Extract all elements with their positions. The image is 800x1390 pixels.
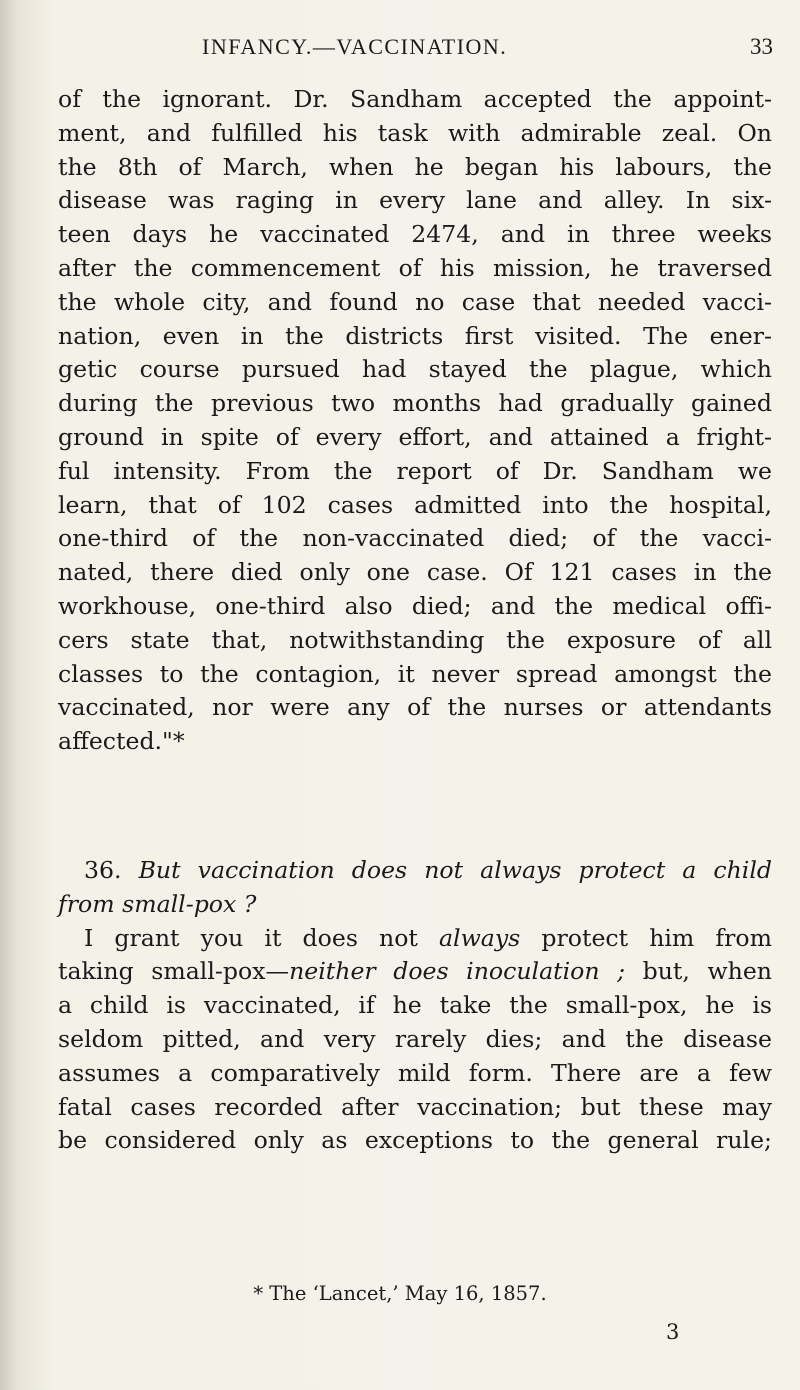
page-number: 33 (750, 34, 773, 59)
text-line: the 8th of March, when he began his labours, the (58, 152, 772, 181)
question-number: 36. (84, 856, 122, 884)
signature-mark: 3 (666, 1320, 680, 1344)
text-line: cers state that, notwithstanding the exposure of all (58, 625, 772, 654)
question-line (58, 854, 772, 888)
text-line: the whole city, and found no case that needed vacci- (58, 287, 772, 316)
text-line: of the ignorant. Dr. Sandham accepted the appoint- (58, 85, 772, 113)
answer-text: but, when (625, 957, 772, 986)
answer-text: I grant you it does not (84, 923, 439, 952)
text-line: vaccinated, nor were any of the nurses or attendants (58, 693, 772, 722)
text-line: learn, that of 102 cases admitted into the hospital, (58, 490, 772, 519)
answer-emphasis: always (438, 923, 521, 952)
text-line: during the previous two months had gradually gained (58, 389, 772, 418)
text-line: ment, and fulfilled his task with admirable zeal. On (58, 118, 772, 147)
answer-line (58, 922, 772, 956)
running-head-title: INFANCY.—VACCINATION. (202, 34, 508, 59)
text-line: workhouse, one-third also died; and the medical offi- (58, 591, 772, 620)
answer-line: a child is vaccinated, if he take the small-pox, he is (58, 991, 772, 1020)
answer-line (58, 955, 772, 989)
answer-line: fatal cases recorded after vaccination; but these may (58, 1092, 772, 1121)
text-line: affected."* (58, 727, 185, 756)
text-line: classes to the contagion, it never spread amongst the (58, 659, 772, 688)
answer-line: assumes a comparatively mild form. There are a few (58, 1058, 772, 1087)
question-text: But vaccination does not always protect a child (138, 856, 773, 884)
answer-text: protect him from (520, 923, 772, 952)
paragraph-sandham (58, 83, 772, 759)
text-line: nated, there died only one case. Of 121 cases in the (58, 558, 772, 587)
text-line: one-third of the non-vaccinated died; of the vacci- (58, 524, 772, 553)
text-line: ground in spite of every effort, and attained a fright- (58, 422, 772, 451)
text-line: ful intensity. From the report of Dr. Sandham we (58, 456, 772, 485)
text-line: after the commencement of his mission, he traversed (58, 253, 772, 282)
answer-emphasis: neither does inoculation ; (289, 957, 626, 986)
question-line: from small-pox ? (58, 889, 257, 918)
running-head (0, 34, 800, 64)
text-line: teen days he vaccinated 2474, and in three weeks (58, 220, 772, 249)
text-line: nation, even in the districts first visited. The ener- (58, 321, 772, 350)
answer-line: be considered only as exceptions to the general rule; (58, 1126, 772, 1155)
text-line: disease was raging in every lane and alley. In six- (58, 186, 772, 215)
answer-text: taking small-pox— (58, 957, 290, 986)
answer-line: seldom pitted, and very rarely dies; and the disease (58, 1024, 772, 1053)
question-36-section (58, 854, 772, 1158)
footnote: * The ‘Lancet,’ May 16, 1857. (253, 1282, 547, 1305)
text-line: getic course pursued had stayed the plague, which (58, 355, 772, 384)
